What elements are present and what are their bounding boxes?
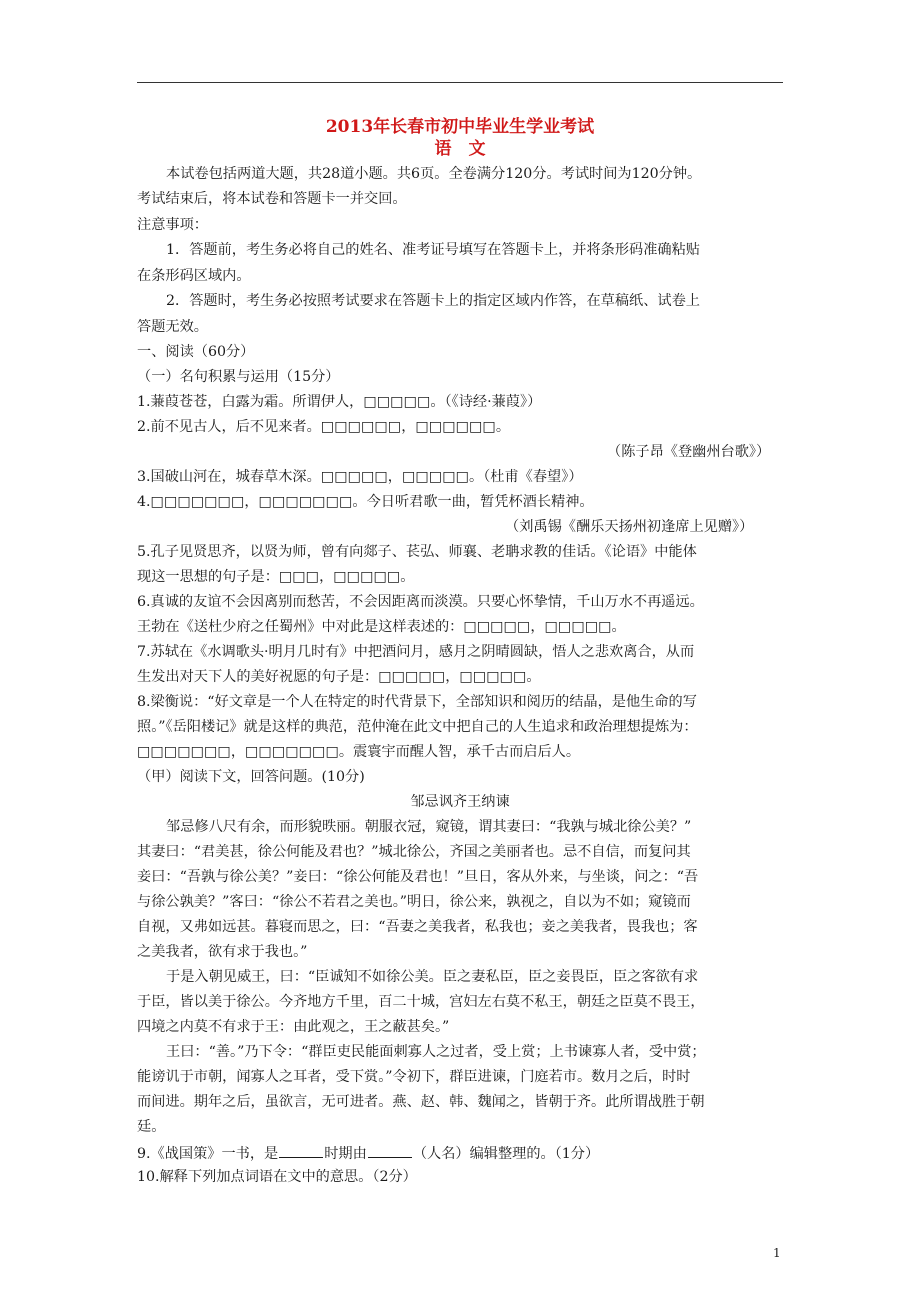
reading-p1-line-6: 之美我者，欲有求于我也。” xyxy=(137,944,308,960)
exam-subject: 语 文 xyxy=(434,139,486,159)
question-7-line-1: 7.苏轼在《水调歌头·明月几时有》中把酒问月，感月之阴晴圆缺，悟人之悲欢离合，从而 xyxy=(137,644,695,660)
page-number: 1 xyxy=(773,1246,781,1260)
question-7-line-2: 生发出对天下人的美好祝愿的句子是：□□□□□，□□□□□。 xyxy=(137,669,541,685)
reading-p2-line-2: 于臣，皆以美于徐公。今齐地方千里，百二十城，宫妇左右莫不私王，朝廷之臣莫不畏王， xyxy=(137,994,705,1010)
question-6-line-1: 6.真诚的友谊不会因离别而愁苦，不会因距离而淡漠。只要心怀挚情，千山万水不再遥远。 xyxy=(137,594,704,610)
reading-p1-line-3: 妾曰：“吾孰与徐公美？”妾曰：“徐公何能及君也！”旦日，客从外来，与坐谈，问之：“吾 xyxy=(137,869,699,885)
question-9-part-b: 时期由 xyxy=(324,1146,367,1162)
reading-p3-line-2: 能谤讥于市朝，闻寡人之耳者，受下赏。”令初下，群臣进谏，门庭若市。数月之后，时时 xyxy=(137,1069,691,1085)
question-3: 3.国破山河在，城春草木深。□□□□□，□□□□□。（杜甫《春望》） xyxy=(137,469,583,485)
question-8-line-1: 8.梁衡说：“好文章是一个人在特定的时代背景下，全部知识和阅历的结晶，是他生命的写 xyxy=(137,694,697,710)
reading-p2-line-3: 四境之内莫不有求于王：由此观之，王之蔽甚矣。” xyxy=(137,1019,450,1035)
exam-title: 2013年长春市初中毕业生学业考试 xyxy=(325,117,595,137)
notice-line-3: 2．答题时，考生务必按照考试要求在答题卡上的指定区域内作答，在草稿纸、试卷上 xyxy=(166,293,700,309)
question-5-line-2: 现这一思想的句子是：□□□，□□□□□。 xyxy=(137,569,415,585)
notice-line-4: 答题无效。 xyxy=(137,319,208,335)
reading-p1-line-2: 其妻曰：“君美甚，徐公何能及君也？”城北徐公，齐国之美丽者也。忌不自信，而复问其 xyxy=(137,844,691,860)
reading-p1-line-4: 与徐公孰美？”客曰：“徐公不若君之美也。”明日，徐公来，孰视之，自以为不如；窥镜而 xyxy=(137,894,691,910)
notice-heading: 注意事项： xyxy=(137,217,208,233)
question-9-part-a: 9.《战国策》一书，是 xyxy=(137,1146,279,1162)
answer-blank-person[interactable] xyxy=(368,1143,412,1158)
question-4-source: （刘禹锡《酬乐天扬州初逢席上见赠》） xyxy=(505,519,754,535)
question-4: 4.□□□□□□□，□□□□□□□。今日听君歌一曲，暂凭杯酒长精神。 xyxy=(137,494,594,510)
reading-p1-line-1: 邹忌修八尺有余，而形貌昳丽。朝服衣冠，窥镜，谓其妻曰：“我孰与城北徐公美？” xyxy=(166,819,692,835)
intro-line-2: 考试结束后，将本试卷和答题卡一并交回。 xyxy=(137,191,407,207)
question-9 xyxy=(137,1143,599,1163)
reading-p3-line-3: 而间进。期年之后，虽欲言，无可进者。燕、赵、韩、魏闻之，皆朝于齐。此所谓战胜于朝 xyxy=(137,1094,705,1110)
question-9-part-c: （人名）编辑整理的。（1分） xyxy=(412,1146,600,1162)
question-2-source: （陈子昂《登幽州台歌》） xyxy=(607,444,771,460)
reading-p3-line-4: 廷。 xyxy=(137,1119,166,1135)
answer-blank-period[interactable] xyxy=(279,1143,323,1158)
question-8-line-2: 照。”《岳阳楼记》就是这样的典范，范仲淹在此文中把自己的人生追求和政治理想提炼为： xyxy=(137,719,698,735)
reading-title: 邹忌讽齐王纳谏 xyxy=(410,794,510,810)
part1-heading: （一）名句积累与运用（15分） xyxy=(137,369,340,385)
notice-line-2: 在条形码区域内。 xyxy=(137,268,251,284)
question-8-line-3: □□□□□□□，□□□□□□□。震寰宇而醒人智，承千古而启后人。 xyxy=(137,744,581,760)
question-2: 2.前不见古人，后不见来者。□□□□□□，□□□□□□。 xyxy=(137,419,511,435)
question-10: 10.解释下列加点词语在文中的意思。（2分） xyxy=(137,1169,417,1185)
notice-line-1: 1．答题前，考生务必将自己的姓名、准考证号填写在答题卡上，并将条形码准确粘贴 xyxy=(166,242,700,258)
reading-p1-line-5: 自视，又弗如远甚。暮寝而思之，曰：“吾妻之美我者，私我也；妾之美我者，畏我也；客 xyxy=(137,919,698,935)
question-6-line-2: 王勃在《送杜少府之任蜀州》中对此是这样表述的：□□□□□，□□□□□。 xyxy=(137,619,626,635)
header-rule xyxy=(137,82,783,83)
reading-p2-line-1: 于是入朝见威王，曰：“臣诚知不如徐公美。臣之妻私臣，臣之妾畏臣，臣之客欲有求 xyxy=(166,969,699,985)
intro-line-1: 本试卷包括两道大题，共28道小题。共6页。全卷满分120分。考试时间为120分钟。 xyxy=(166,166,702,182)
section1-heading: 一、阅读（60分） xyxy=(137,344,255,360)
reading-p3-line-1: 王曰：“善。”乃下令：“群臣吏民能面刺寡人之过者，受上赏；上书谏寡人者，受中赏； xyxy=(166,1044,706,1060)
reading-heading: （甲）阅读下文，回答问题。(10分) xyxy=(137,769,365,785)
question-1: 1.蒹葭苍苍，白露为霜。所谓伊人，□□□□□。（《诗经·蒹葭》） xyxy=(137,394,542,410)
question-5-line-1: 5.孔子见贤思齐，以贤为师，曾有向郯子、苌弘、师襄、老聃求教的佳话。《论语》中能体 xyxy=(137,544,697,560)
